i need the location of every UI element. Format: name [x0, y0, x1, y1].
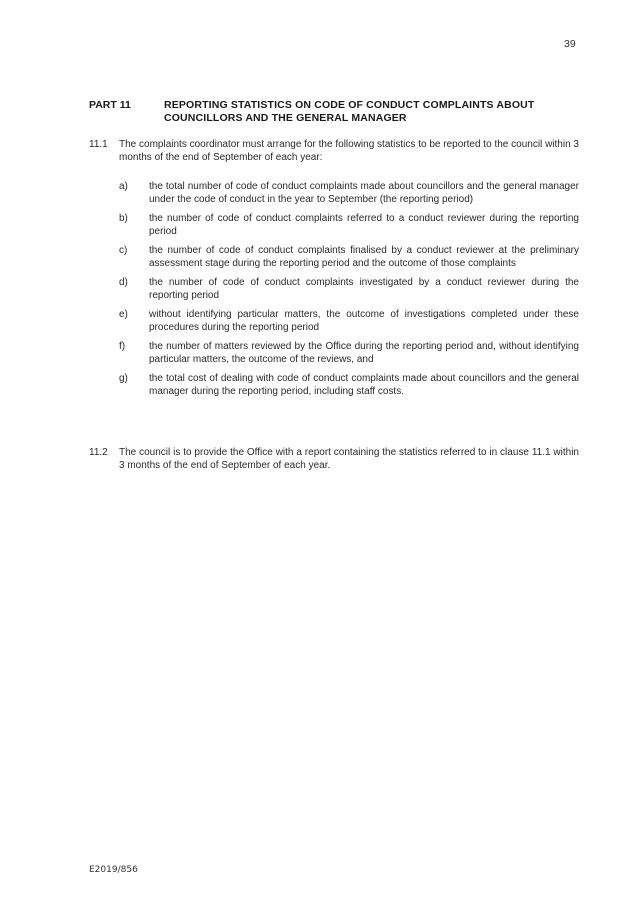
list-item-label: b) — [119, 213, 128, 224]
clause-text: The complaints coordinator must arrange for the following statistics to be reported to the council within 3 months of the end of September of each year: — [119, 139, 579, 163]
part-label: PART 11 — [89, 99, 131, 111]
part-title-line-1: REPORTING STATISTICS ON CODE OF CONDUCT COMPLAINTS ABOUT — [164, 99, 535, 111]
list-item-text: the number of code of conduct complaints referred to a conduct reviewer during the reporting period — [149, 213, 579, 237]
clause-text: The council is to provide the Office with a report containing the statistics referred to in clause 11.1 within 3 months of the end of September of each year. — [119, 447, 579, 471]
list-item-text: the total number of code of conduct complaints made about councillors and the general manager under the code of conduct in the year to September (the reporting period) — [149, 181, 579, 205]
list-item-label: c) — [119, 245, 128, 256]
part-title-line-2: COUNCILLORS AND THE GENERAL MANAGER — [164, 112, 407, 124]
document-reference: E2019/856 — [89, 865, 138, 875]
list-item-text: the total cost of dealing with code of conduct complaints made about councillors and the general manager during the reporting period, including staff costs. — [149, 373, 579, 397]
list-item-b — [89, 213, 579, 238]
list-item-c — [89, 245, 579, 270]
list-item-text: the number of matters reviewed by the Office during the reporting period and, without identifying particular matters, the outcome of the reviews, and — [149, 341, 579, 365]
part-title — [164, 99, 584, 125]
list-item-text: the number of code of conduct complaints investigated by a conduct reviewer during the reporting period — [149, 277, 579, 301]
list-item-label: g) — [119, 373, 128, 384]
list-item-text: without identifying particular matters, the outcome of investigations completed under these procedures during the reporting period — [149, 309, 579, 333]
statistics-list — [89, 181, 579, 405]
clause-11-2 — [89, 447, 579, 472]
clause-number: 11.2 — [89, 447, 108, 458]
page-number: 39 — [564, 38, 576, 50]
list-item-f — [89, 341, 579, 366]
clause-number: 11.1 — [89, 139, 108, 150]
list-item-label: f) — [119, 341, 126, 352]
list-item-e — [89, 309, 579, 334]
list-item-label: a) — [119, 181, 128, 192]
list-item-a — [89, 181, 579, 206]
list-item-g — [89, 373, 579, 398]
list-item-label: e) — [119, 309, 128, 320]
list-item-d — [89, 277, 579, 302]
list-item-label: d) — [119, 277, 128, 288]
list-item-text: the number of code of conduct complaints finalised by a conduct reviewer at the preliminary assessment stage during the reporting period and the outcome of those complaints — [149, 245, 579, 269]
clause-11-1 — [89, 139, 579, 164]
